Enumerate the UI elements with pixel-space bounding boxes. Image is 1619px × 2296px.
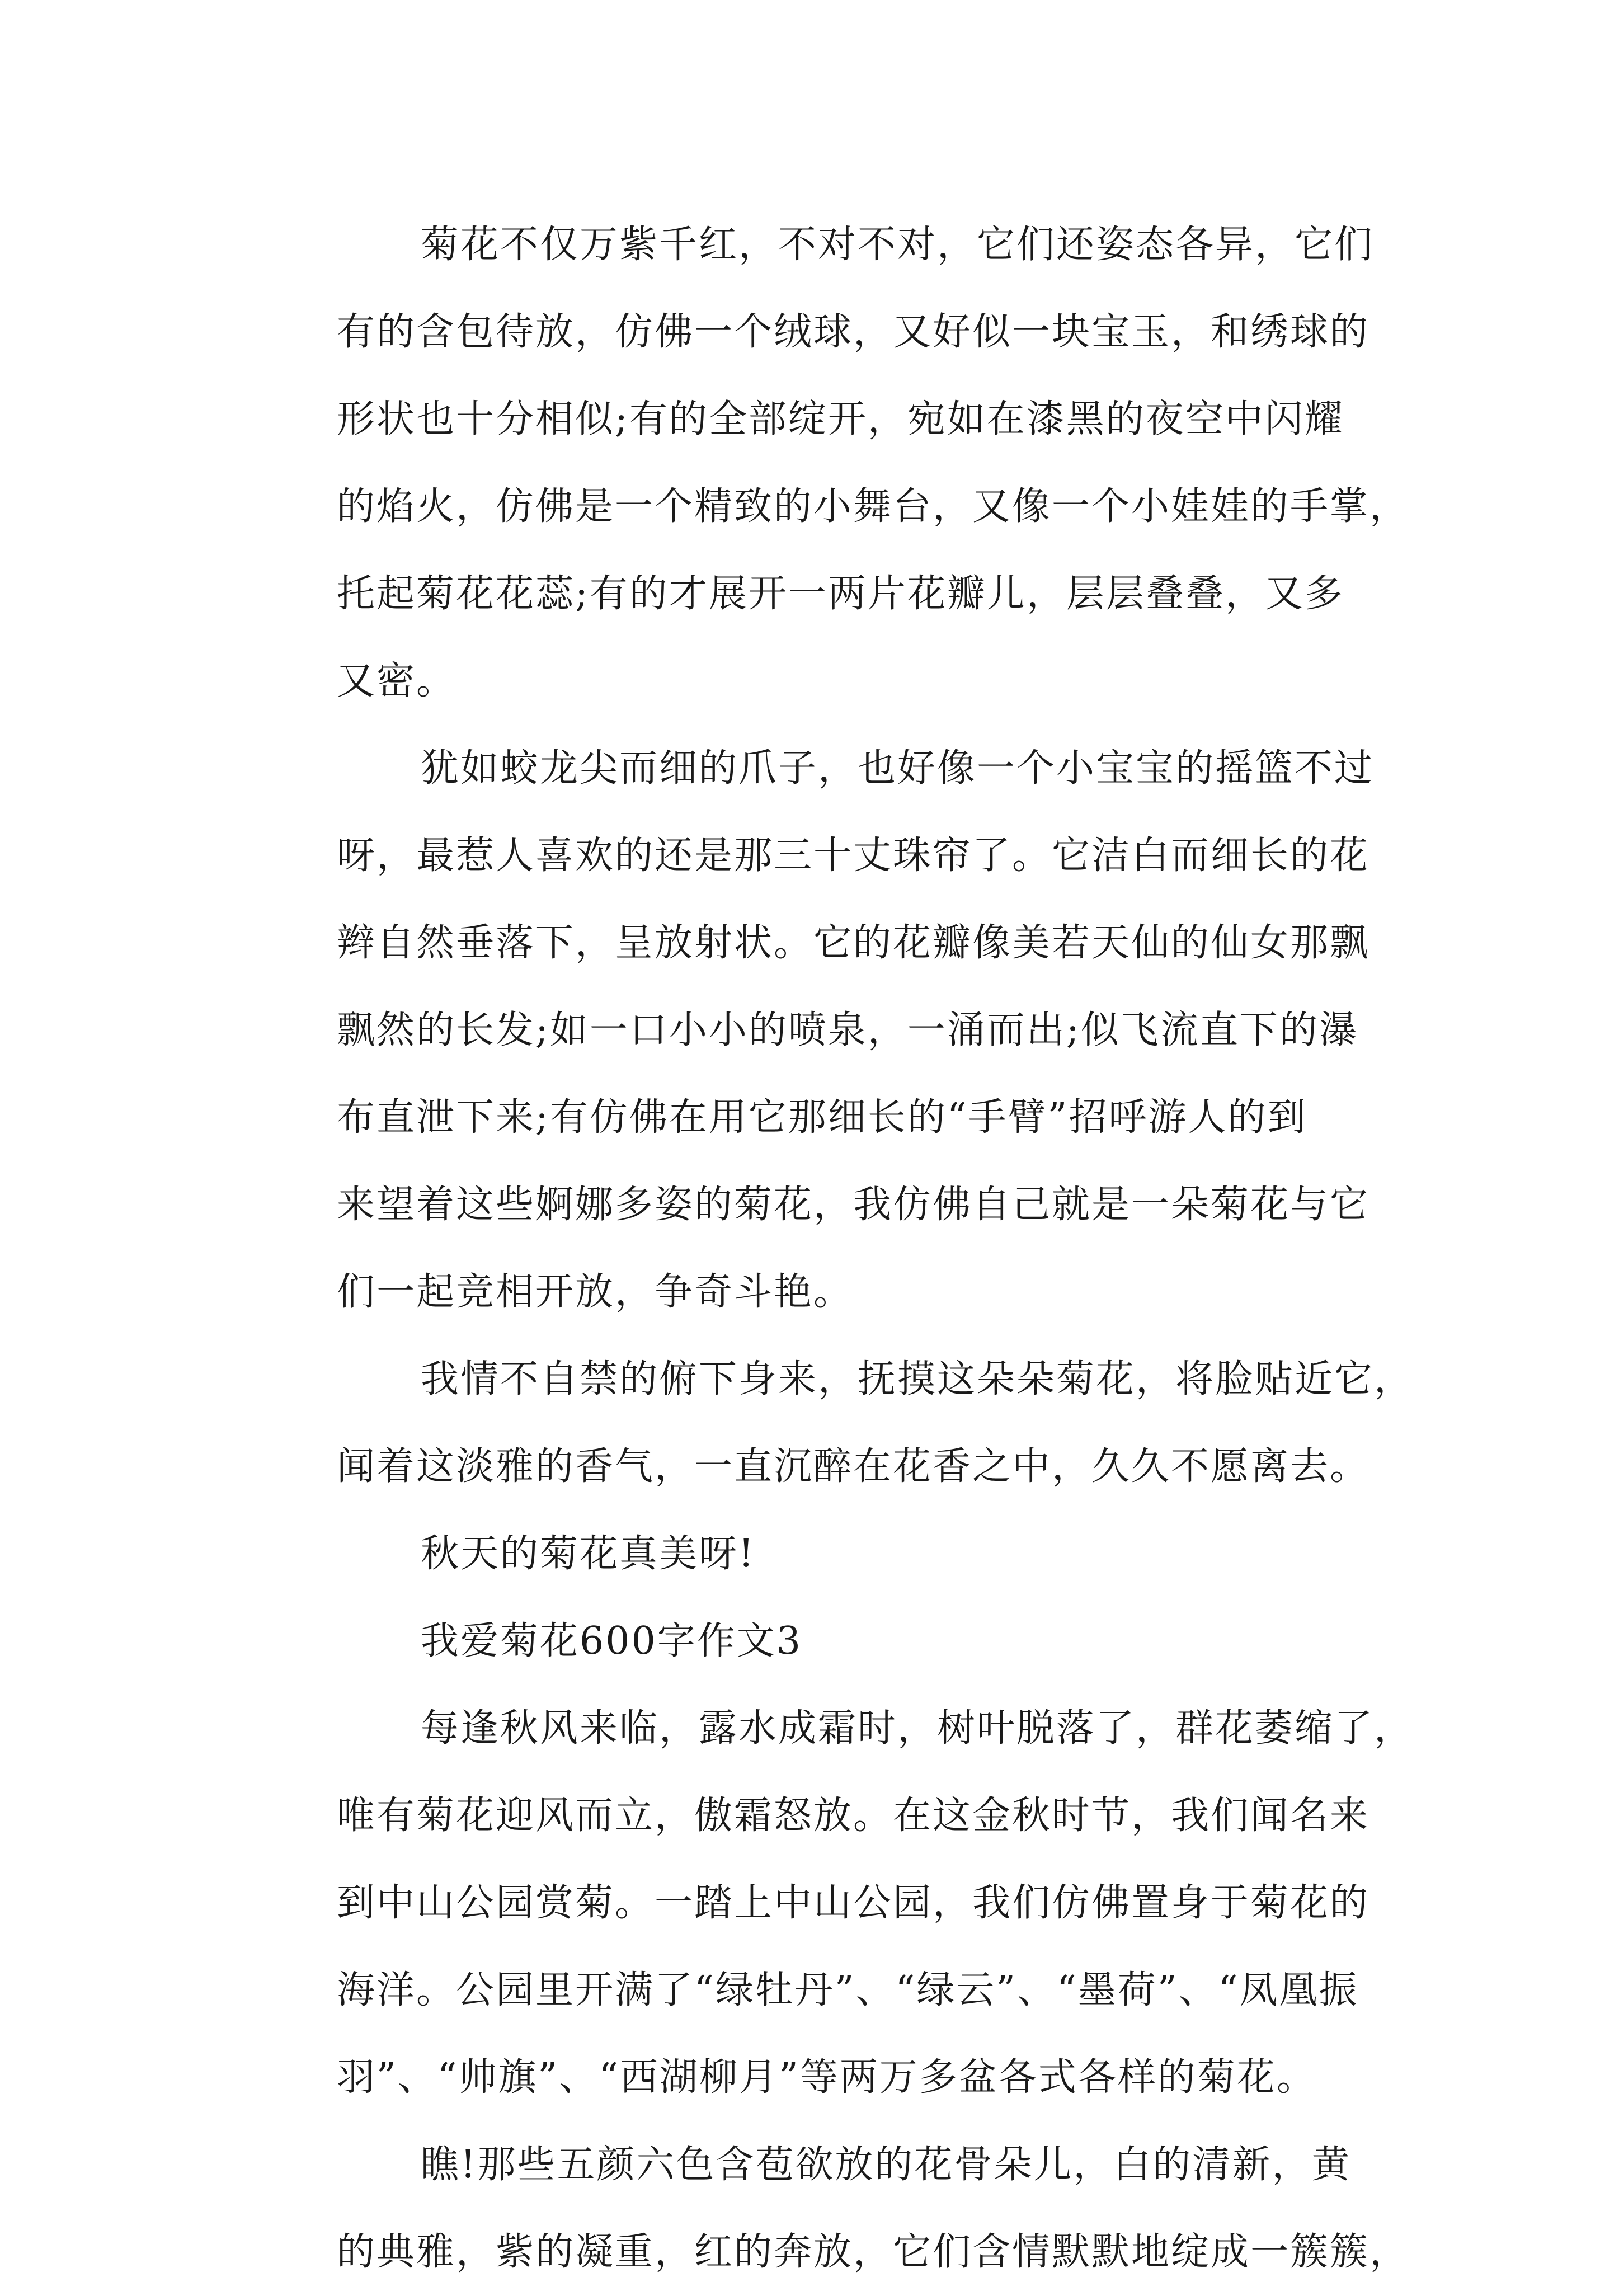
text-line: 羽”、“帅旗”、“西湖柳月”等两万多盆各式各样的菊花。 bbox=[337, 2055, 1316, 2100]
heading-line: 我爱菊花600字作文3 bbox=[421, 1619, 803, 1663]
text-line: 的焰火，仿佛是一个精致的小舞台，又像一个小娃娃的手掌， bbox=[337, 484, 1410, 529]
text-line: 又密。 bbox=[337, 659, 456, 703]
text-line: 瞧!那些五颜六色含苞欲放的花骨朵儿，白的清新，黄 bbox=[421, 2143, 1352, 2187]
text-line: 呀，最惹人喜欢的还是那三十丈珠帘了。它洁白而细长的花 bbox=[337, 834, 1370, 878]
text-line: 的典雅，紫的凝重，红的奔放，它们含情默默地绽成一簇簇， bbox=[337, 2230, 1410, 2274]
paragraph-4 bbox=[253, 1511, 1394, 1598]
paragraph-3 bbox=[253, 1336, 1414, 1511]
section-heading bbox=[253, 1598, 1394, 1685]
text-line: 们一起竞相开放，争奇斗艳。 bbox=[337, 1270, 854, 1314]
text-line: 我情不自禁的俯下身来，抚摸这朵朵菊花，将脸贴近它， bbox=[421, 1357, 1414, 1401]
text-line: 辫自然垂落下，呈放射状。它的花瓣像美若天仙的仙女那飘 bbox=[337, 921, 1370, 965]
text-line: 每逢秋风来临，露水成霜时，树叶脱落了，群花萎缩了， bbox=[421, 1706, 1414, 1751]
text-line: 海洋。公园里开满了“绿牡丹”、“绿云”、“墨荷”、“凤凰振 bbox=[337, 1968, 1359, 2012]
text-line: 飘然的长发;如一口小小的喷泉，一涌而出;似飞流直下的瀑 bbox=[337, 1008, 1359, 1052]
text-line: 唯有菊花迎风而立，傲霜怒放。在这金秋时节，我们闻名来 bbox=[337, 1794, 1370, 1838]
text-line: 形状也十分相似;有的全部绽开，宛如在漆黑的夜空中闪耀 bbox=[337, 397, 1344, 441]
paragraph-2 bbox=[253, 725, 1394, 1336]
paragraph-1 bbox=[253, 201, 1410, 725]
text-line: 托起菊花花蕊;有的才展开一两片花瓣儿，层层叠叠，又多 bbox=[337, 572, 1344, 616]
paragraph-6 bbox=[253, 2121, 1410, 2296]
paragraph-5 bbox=[253, 1685, 1414, 2121]
text-line: 有的含包待放，仿佛一个绒球，又好似一块宝玉，和绣球的 bbox=[337, 310, 1370, 354]
text-line: 秋天的菊花真美呀! bbox=[421, 1532, 756, 1576]
text-line: 菊花不仅万紫千红，不对不对，它们还姿态各异，它们 bbox=[421, 223, 1375, 267]
text-line: 布直泄下来;有仿佛在用它那细长的“手臂”招呼游人的到 bbox=[337, 1095, 1307, 1140]
text-line: 来望着这些婀娜多姿的菊花，我仿佛自己就是一朵菊花与它 bbox=[337, 1183, 1370, 1227]
text-line: 闻着这淡雅的香气，一直沉醉在花香之中，久久不愿离去。 bbox=[337, 1445, 1370, 1489]
document-body bbox=[253, 201, 1414, 2296]
text-line: 到中山公园赏菊。一踏上中山公园，我们仿佛置身于菊花的 bbox=[337, 1881, 1370, 1925]
text-line: 犹如蛟龙尖而细的爪子，也好像一个小宝宝的摇篮不过 bbox=[421, 746, 1375, 791]
